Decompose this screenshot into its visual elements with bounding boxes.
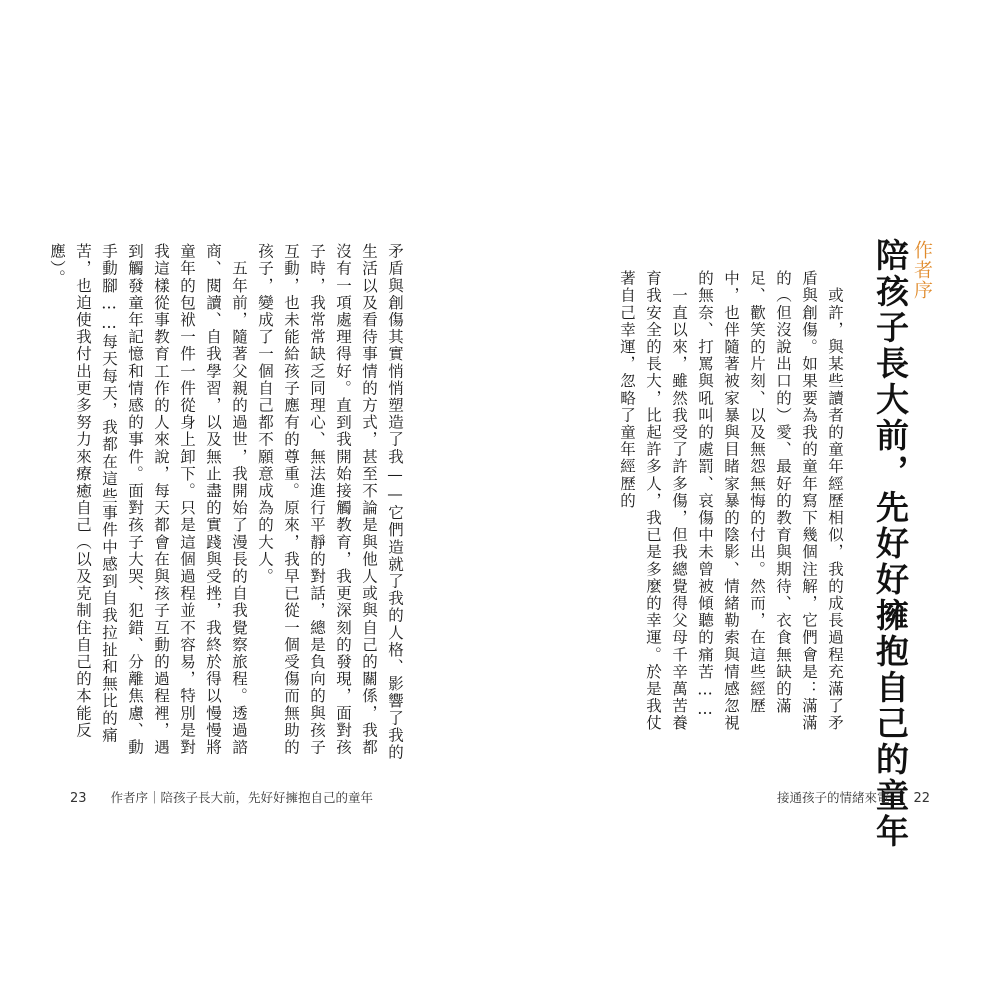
page-number-left: 23	[70, 791, 87, 806]
left-page-body-text	[44, 243, 408, 763]
chapter-title: 陪孩子長大前，先好好擁抱自己的童年	[871, 238, 910, 850]
chapter-tag: 作者序	[911, 240, 933, 300]
right-page-body-text	[614, 270, 848, 740]
page-number-right: 22	[913, 791, 930, 806]
running-head-left: 作者序｜陪孩子長大前，先好好擁抱自己的童年	[110, 790, 374, 805]
right-paragraph-2: 一直以來，雖然我受了許多傷，但我總覺得父母千辛萬苦養育我安全的長大，比起許多人，我已是多麼的幸運。於是我仗著自己幸運，忽略了童年經歷的	[618, 270, 688, 732]
left-paragraph-2: 五年前，隨著父親的過世，我開始了漫長的自我覺察旅程。透過諮商、閱讀、自我學習，以及無止盡的實踐與受挫，我終於得以慢慢將童年的包袱一件一件從身上卸下。只是這個過程並不容易，特別是對我這樣從事教育工作的人來說，每天都會在與孩子互動的過程裡，遇到觸發童年記憶和情感的事件。面對孩子大哭、犯錯、分離焦慮、動手動腳……每天每天，我都在這些事件中感到自我拉扯和無比的痛苦，也迫使我付出更多努力來療癒自己（以及克制住自己的本能反應）。	[48, 243, 248, 756]
right-paragraph-1: 或許，與某些讀者的童年經歷相似，我的成長過程充滿了矛盾與創傷。如果要為我的童年寫下幾個注解，它們會是：滿滿的（但沒說出口的）愛、最好的教育與期待、衣食無缺的滿足、歡笑的片刻、以及無怨無悔的付出。然而，在這些經歷中，也伴隨著被家暴與目睹家暴的陰影、情緒勒索與情感忽視的無奈、打罵與吼叫的處罰、哀傷中未曾被傾聽的痛苦……	[696, 270, 844, 732]
right-footer	[777, 788, 930, 806]
right-page	[500, 0, 1000, 1000]
running-head-right: 接通孩子的情緒來電	[776, 790, 890, 805]
left-paragraph-1: 矛盾與創傷其實悄悄塑造了我——它們造就了我的人格、影響了我的生活以及看待事情的方式，甚至不論是與他人或與自己的關係，我都沒有一項處理得好。直到我開始接觸教育，我更深刻的發現，面對孩子時，我常常缺乏同理心、無法進行平靜的對話，總是負向的與孩子互動，也未能給孩子應有的尊重。原來，我早已從一個受傷而無助的孩子，變成了一個自己都不願意成為的大人。	[256, 243, 404, 761]
left-footer	[70, 788, 373, 806]
